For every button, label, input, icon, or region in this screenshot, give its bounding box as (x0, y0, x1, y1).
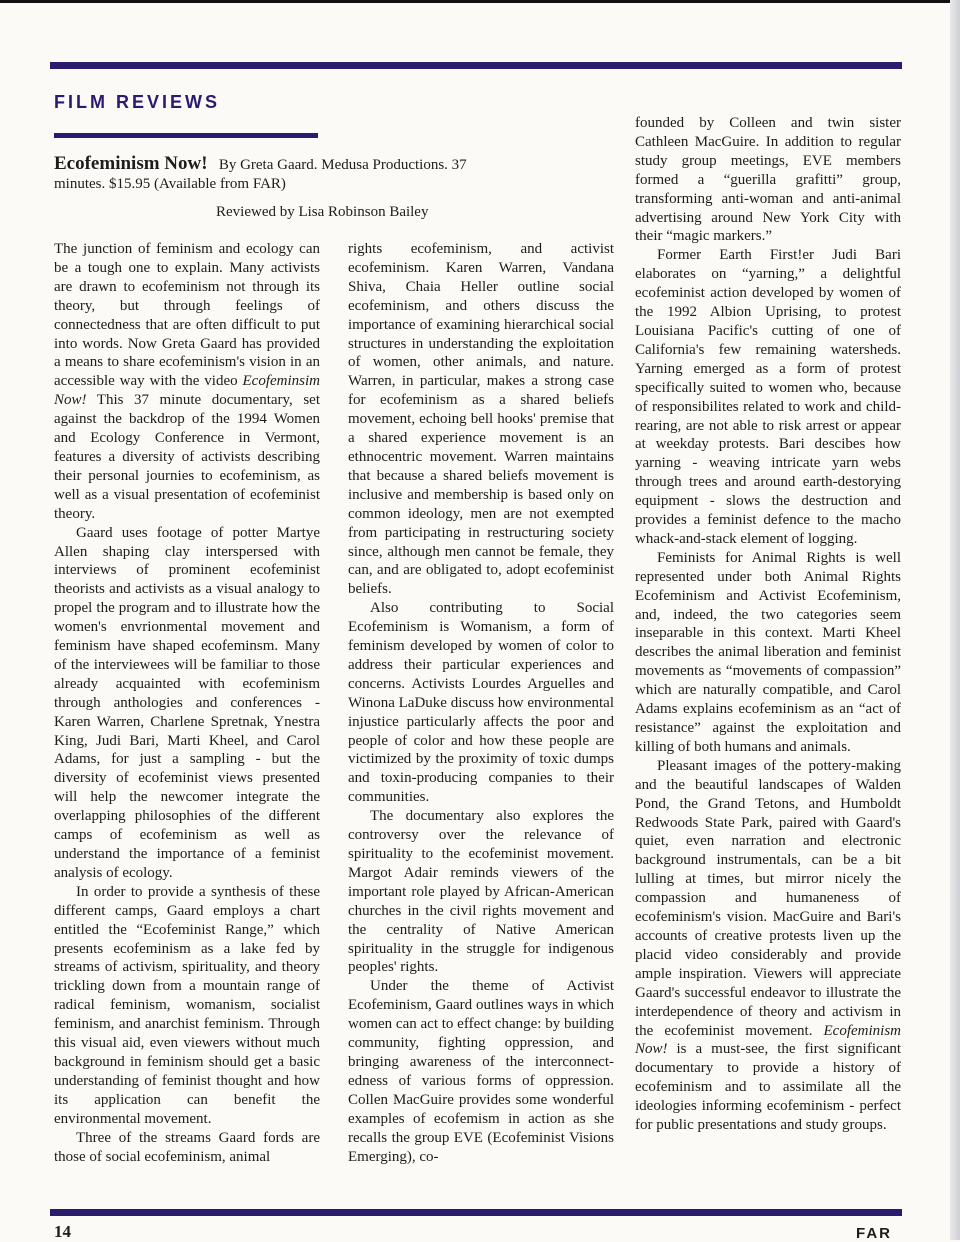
paragraph (635, 246, 901, 549)
paragraph (348, 599, 614, 807)
section-underline (54, 133, 318, 138)
body-text: This 37 minute documentary, set against the backdrop of the 1994 Women and Ecology Conference in Vermont, features a diversity of activists describing their personal journies to ecofeminism, as well as a visual presentation of ecofeminist theory. (54, 392, 320, 522)
paragraph (348, 977, 614, 1166)
paragraph (54, 1129, 320, 1167)
body-text: Former Earth First!er Judi Bari elaborates on “yarning,” a delightful ecofeminist action developed by women of the 1992 Albion Uprising, to protest Louisiana Pacific's cutting of one of California's few remaining watersheds. Yarning emerged as a form of protest specifically suited to women who, because of responsibilites related to work and child-rearing, are not able to risk arrest or appear at weekday protests. Bari descibes how yarning - weaving intricate yarn webs through trees and around earth-destorying equipment - slows the destruction and provides a feminist defence to the macho whack-and-stack element of logging. (635, 247, 901, 547)
body-text: In order to provide a synthesis of these different camps, Gaard employs a chart entitled the “Ecofeminist Range,” which presents ecofeminism as a lake fed by streams of activism, spirituality, and theory trickling down from a mountain range of radical feminism, womanism, socialist feminism, and anarchist feminism. Through this visual aid, even viewers without much background in feminism should get a basic understanding of feminist thought and how its application can benefit the environmental movement. (54, 883, 320, 1127)
body-text: founded by Colleen and twin sister Cathleen MacGuire. In addition to regular study group meetings, EVE members formed a “guerilla grafitti” group, transforming anti-woman and anti-animal advertising around New York City with their “magic markers.” (635, 115, 901, 245)
italic-title-text: Ecofeminsim Now! (54, 373, 320, 409)
top-rule (50, 62, 902, 69)
paragraph (54, 883, 320, 1129)
bottom-rule (50, 1209, 902, 1216)
body-text: Feminists for Animal Rights is well represented under both Animal Rights Ecofeminism and Activist Ecofeminism, and, indeed, the two categories seem inseparable in this context. Marti Kheel describes the animal liberation and feminist movements as “movements of compassion” which are naturally compatible, and Carol Adams explains ecofeminism as an “act of resistance” against the exploitation and killing of both humans and animals. (635, 549, 901, 755)
review-headline (54, 154, 494, 194)
body-text: rights ecofeminism, and activist ecofeminism. Karen Warren, Vandana Shiva, Chaia Heller outline social ecofeminism, and others discuss the importance of examining hierarchical social structures in understanding the exploitation of women, other animals, and nature. Warren, in particular, makes a strong case for ecofeminism as a shared beliefs movement, echoing bell hooks' premise that a shared experience movement is an ethnocentric movement. Warren maintains that because a shared beliefs movement is inclusive and membership is based only on common ideology, men are not exempted from participating in restructuring society since, although men cannot be female, they can, and are obligated to, adopt ecofeminist beliefs. (348, 241, 614, 598)
paragraph (635, 757, 901, 1135)
film-details: By Greta Gaard. Medusa Productions. 37 minutes. $15.95 (Available from FAR) (54, 157, 467, 192)
body-text: is a must-see, the first significant documentary to provide a history of ecofeminism and to assimilate all the ideologies informing ecofeminism - perfect for public presentations and study groups. (635, 1041, 901, 1134)
paragraph (54, 524, 320, 883)
paragraph (348, 807, 614, 977)
article-column-3 (635, 114, 901, 1135)
body-text: Under the theme of Activist Ecofeminism, Gaard outlines ways in which women can act to effect change: by building community, fighting oppression, and bringing awareness of the interconnect-edness of various forms of oppression. Collen MacGuire provides some wonderful examples of ecofemism in action as she recalls the group EVE (Ecofeminist Visions Emerging), co- (348, 978, 614, 1165)
body-text: Three of the streams Gaard fords are those of social ecofeminism, animal (54, 1129, 320, 1165)
reviewer-byline: Reviewed by Lisa Robinson Bailey (216, 204, 429, 220)
scan-edge-right (950, 0, 960, 1240)
body-text: The junction of feminism and ecology can be a tough one to explain. Many activists are drawn to ecofeminism not through its theory, but through feelings of connectedness that are often difficult to put into words. Now Greta Gaard has provided a means to share ecofeminism's vision in an accessible way with the video (54, 241, 320, 390)
section-label: FILM REVIEWS (54, 92, 220, 112)
article-column-1 (54, 240, 320, 1166)
paragraph (54, 240, 320, 524)
italic-title-text: Ecofeminism Now! (635, 1022, 901, 1058)
body-text: Also contributing to Social Ecofeminism is Womanism, a form of feminism developed by women of color to address their particular experiences and concerns. Activists Lourdes Arguelles and Winona LaDuke discuss how environmental injustice particularly affects the poor and people of color and how these people are victimized by the proximity of toxic dumps and toxin-producing companies to their communities. (348, 600, 615, 806)
body-text: The documentary also explores the controversy over the relevance of spirituality to the ecofeminist movement. Margot Adair reminds viewers of the important role played by African-American churches in the civil rights movement and the centrality of Native American spirituality in the struggle for indigenous peoples' rights. (348, 808, 614, 976)
body-text: Gaard uses footage of potter Martye Allen shaping clay interspersed with interviews of prominent ecofeminist theorists and activists as a visual analogy to propel the program and to illustrate how the women's envrionmental movement and feminism have shaped ecofeminsm. Many of the interviewees will be familiar to those already acquainted with ecofeminism through anthologies and conferences - Karen Warren, Charlene Spretnak, Ynestra King, Judi Bari, Marti Kheel, and Carol Adams, for just a sampling - but the diversity of ecofeminist views presented will help the newcomer integrate the overlapping philosophies of the different camps of ecofeminism as well as understand the importance of a feminist analysis of ecology. (54, 524, 320, 881)
body-text: Pleasant images of the pottery-making and the beautiful landscapes of Walden Pond, the Grand Tetons, and Humboldt Redwoods State Park, paired with Gaard's quiet, even narration and electronic background instrumentals, can be a bit lulling at times, but mirror nicely the compassion and humaneness of ecofeminism's vision. MacGuire and Bari's accounts of creative protests liven up the placid video considerably and provide ample inspiration. Viewers will appreciate Gaard's successful endeavor to illustrate the interdependence of theory and activism in the ecofeminist movement. (635, 757, 901, 1039)
paragraph (348, 240, 614, 599)
article-column-2 (348, 240, 614, 1166)
film-title: Ecofeminism Now! (54, 153, 208, 174)
paragraph (635, 114, 901, 246)
page-number: 14 (54, 1222, 71, 1241)
footer-brand: FAR (856, 1225, 892, 1242)
scan-edge-top (0, 0, 960, 3)
paragraph (635, 549, 901, 757)
